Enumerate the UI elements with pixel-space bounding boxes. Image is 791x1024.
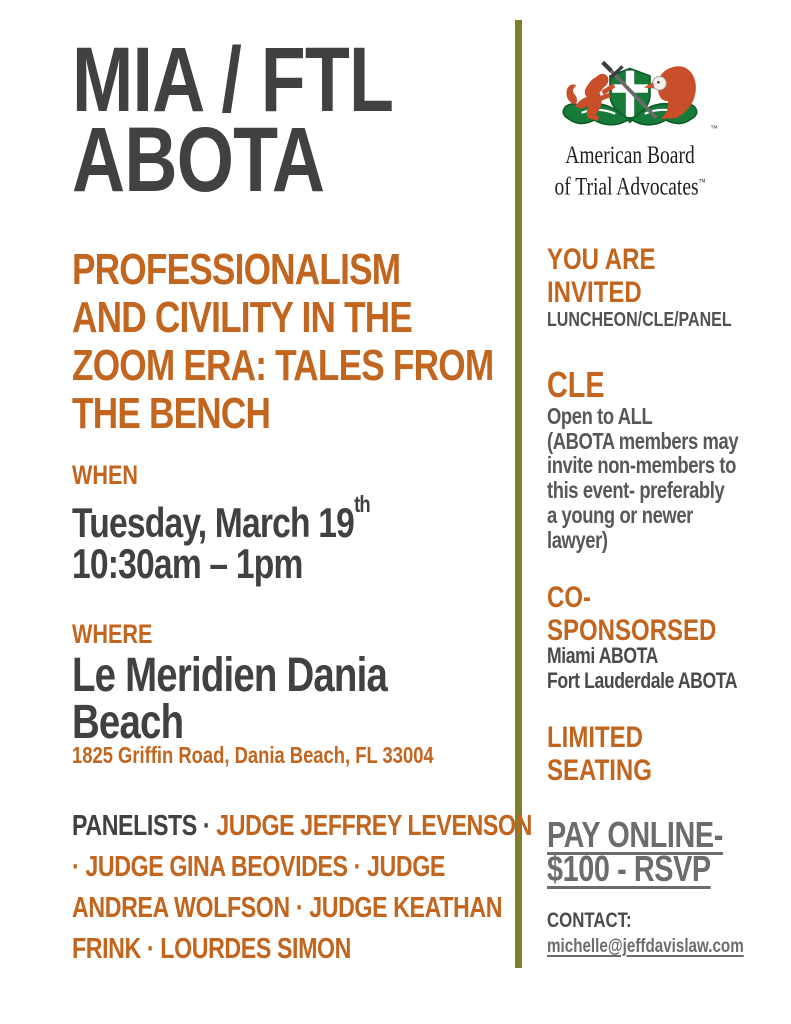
brand-line-1: MIA / FTL [72, 29, 394, 131]
cosponsored-line: CO- [547, 581, 591, 614]
cle-detail-line: lawyer) [547, 526, 608, 553]
logo-text-line-2-text: of Trial Advocates [554, 173, 699, 201]
venue-line: Le Meridien Dania [72, 649, 388, 702]
cosponsor-org: Miami ABOTA [547, 643, 658, 668]
panelists-line-3: ANDREA WOLFSON · JUDGE KEATHAN [72, 892, 503, 924]
cle-details [547, 404, 787, 552]
date-ordinal-suffix: th [354, 490, 370, 517]
where-label: WHERE [72, 619, 153, 649]
event-title-line: PROFESSIONALISM [72, 245, 401, 294]
crest-trademark: ™ [710, 124, 718, 133]
invited-line: INVITED [547, 276, 642, 309]
cosponsor-org: Fort Lauderdale ABOTA [547, 668, 738, 693]
contact-email-link[interactable]: michelle@jeffdavislaw.com [547, 936, 744, 957]
event-title-line: ZOOM ERA: TALES FROM [72, 341, 494, 390]
when-label: WHEN [72, 460, 138, 490]
event-format: LUNCHEON/CLE/PANEL [547, 309, 732, 331]
pay-line-text[interactable]: $100 - RSVP [547, 848, 711, 889]
event-title-line: THE BENCH [72, 389, 271, 438]
panelists-section [72, 806, 552, 970]
panelists-separator: · [196, 810, 217, 842]
venue-name [72, 649, 520, 749]
panelists-label: PANELISTS [72, 810, 197, 842]
pay-line-text[interactable]: PAY ONLINE- [547, 814, 723, 855]
cle-detail-line: Open to ALL [547, 403, 653, 429]
abota-logo [530, 58, 730, 200]
event-date-text: Tuesday, March 19 [72, 499, 355, 546]
venue-address: 1825 Griffin Road, Dania Beach, FL 33004 [72, 742, 434, 768]
logo-text-line-1: American Board [565, 142, 695, 169]
panelist-names: JUDGE JEFFREY LEVENSON [216, 810, 532, 842]
event-title [72, 246, 552, 438]
cle-detail-line: this event- preferably [547, 477, 725, 504]
cosponsored-line: SPONSORSED [547, 614, 717, 647]
cle-heading: CLE [547, 364, 605, 405]
invited-heading [547, 243, 655, 309]
panelists-line-2: · JUDGE GINA BEOVIDES · JUDGE [72, 851, 445, 883]
panelists-line-1 [72, 806, 552, 847]
cle-detail-line: (ABOTA members may [547, 427, 739, 454]
pay-online-link[interactable] [547, 814, 723, 889]
logo-trademark: ™ [698, 177, 706, 187]
cle-detail-line: a young or newer [547, 501, 693, 528]
event-title-line: AND CIVILITY IN THE [72, 293, 413, 342]
cosponsored-heading [547, 581, 716, 647]
event-date [72, 490, 520, 546]
abota-crest-icon [555, 58, 705, 138]
cosponsor-orgs [547, 643, 737, 693]
brand-line-2: ABOTA [72, 109, 325, 211]
logo-wordmark [552, 143, 708, 200]
pay-line[interactable] [547, 848, 723, 889]
limited-line: LIMITED [547, 721, 643, 754]
limited-seating-heading [547, 721, 652, 787]
invited-line: YOU ARE [547, 243, 656, 276]
venue-line: Beach [72, 696, 184, 749]
panelists-line-4: FRINK · LOURDES SIMON [72, 933, 352, 965]
contact-label: CONTACT: [547, 909, 632, 932]
cle-detail-line: invite non-members to [547, 452, 736, 479]
logo-text-line-2 [552, 169, 708, 200]
event-time: 10:30am – 1pm [72, 540, 303, 587]
brand-title [72, 29, 520, 211]
limited-line: SEATING [547, 754, 652, 787]
event-datetime [72, 490, 520, 587]
pay-line[interactable] [547, 814, 723, 855]
